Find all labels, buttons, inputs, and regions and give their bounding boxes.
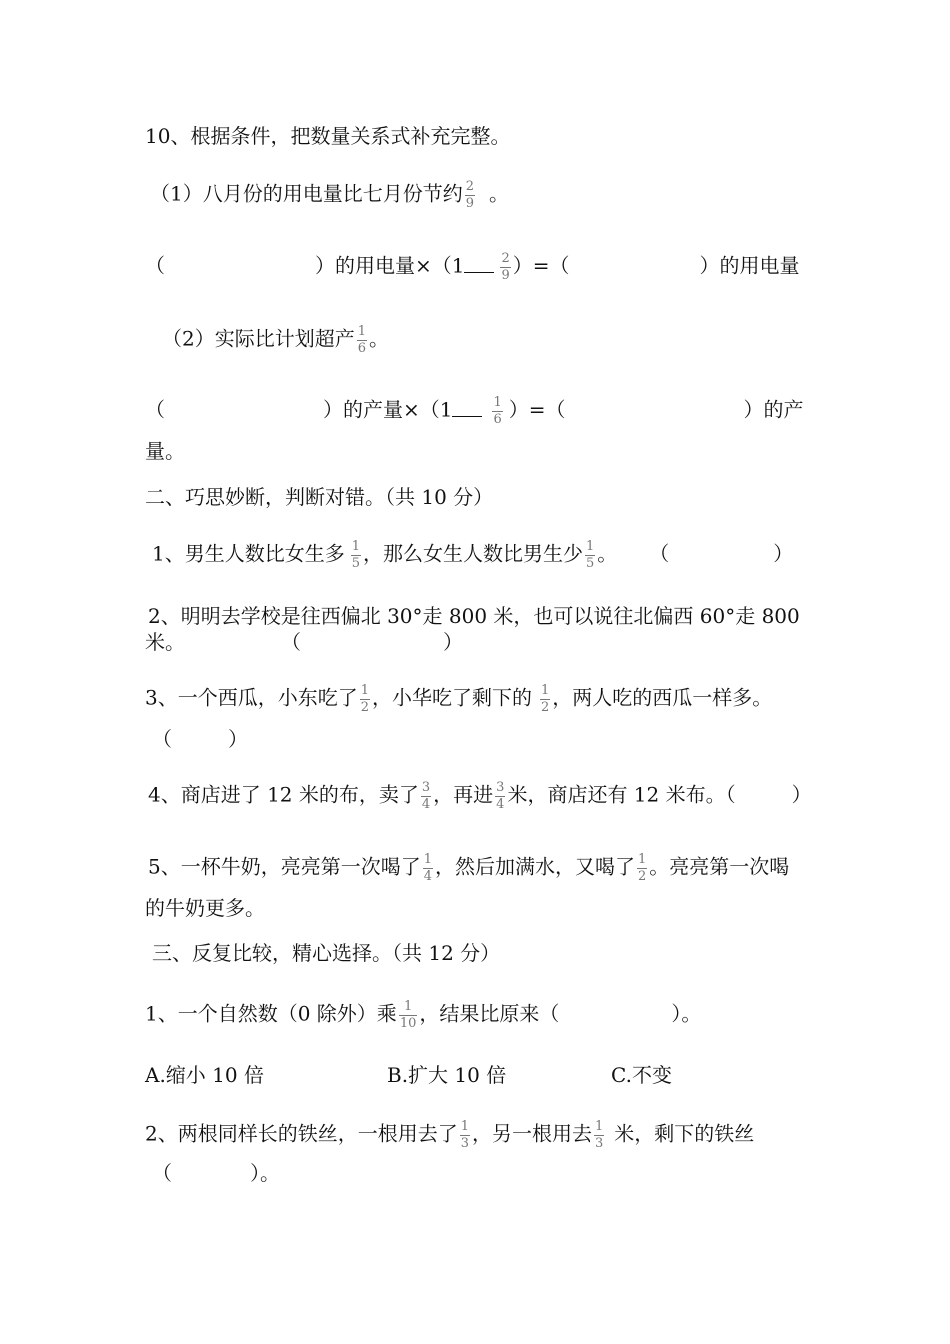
s2-question-1: 1、男生人数比女生多 $\frac{1}{5}$ ，那么女生人数比男生少 $\frac{1}{5}$ 。 （ ） [152,539,794,571]
section2-title: 二、巧思妙断，判断对错。（共 10 分） [145,485,494,509]
fraction: $\frac{1}{6}$ [357,324,367,356]
s2-question-3: 3、一个西瓜，小东吃了 $\frac{1}{2}$ ，小华吃了剩下的 $\frac{1}{2}$ ，两人吃的西瓜一样多。 [145,683,773,715]
s3-question-2-line2: （ ）。 [152,1161,280,1185]
option-c[interactable]: C.不变 [611,1063,672,1087]
fraction: $\frac{1}{3}$ [460,1119,470,1151]
fraction: $\frac{1}{5}$ [351,539,361,571]
fraction: $\frac{1}{10}$ [399,999,417,1031]
fraction: $\frac{2}{9}$ [501,251,510,283]
q10-part2-wrap: 量。 [145,439,185,463]
q10-part2: （2）实际比计划超产 $\frac{1}{6}$ 。 [162,324,390,356]
s2-question-3-line2: （ ） [152,727,248,751]
fraction: $\frac{1}{4}$ [423,852,433,884]
s3-question-2: 2、两根同样长的铁丝，一根用去了 $\frac{1}{3}$ ，另一根用去 $\frac{1}{3}$ 米，剩下的铁丝 [145,1119,755,1151]
s2-question-4: 4、商店进了 12 米的布，卖了 $\frac{3}{4}$ ，再进 $\frac{3}{4}$ 米，商店还有 12 米布。（ ） [148,780,812,812]
fraction: $\frac{3}{4}$ [496,780,505,812]
fraction: $\frac{2}{9}$ [465,179,475,211]
fraction: $\frac{1}{2}$ [360,683,370,715]
fraction: $\frac{3}{4}$ [421,780,431,812]
fraction: $\frac{1}{3}$ [595,1119,604,1151]
fraction: $\frac{1}{6}$ [493,395,502,427]
s2-question-5-line2: 的牛奶更多。 [145,896,265,920]
operator-blank[interactable] [452,398,482,417]
fraction: $\frac{1}{5}$ [586,539,595,571]
option-b[interactable]: B.扩大 10 倍 [387,1063,507,1087]
s3-question-1-options [145,1062,672,1088]
s2-question-2: 2、明明去学校是往西偏北 30°走 800 米，也可以说往北偏西 60°走 800 [148,604,800,628]
section3-title: 三、反复比较，精心选择。（共 12 分） [152,941,501,965]
q10-part2-equation: （ ）的产量×（1 $\frac{1}{6}$ ）=（ ）的产 [145,395,804,427]
operator-blank[interactable] [464,254,494,273]
s2-question-5: 5、一杯牛奶，亮亮第一次喝了 $\frac{1}{4}$ ，然后加满水，又喝了 $\frac{1}{2}$ 。亮亮第一次喝 [148,852,790,884]
fraction: $\frac{1}{2}$ [638,852,647,884]
option-a[interactable]: A.缩小 10 倍 [145,1063,264,1087]
s2-question-2-line2: 米。 （ ） [145,630,463,654]
fraction: $\frac{1}{2}$ [541,683,550,715]
q10-title: 10、根据条件，把数量关系式补充完整。 [145,124,511,148]
q10-part1-equation: （ ）的用电量×（1 $\frac{2}{9}$ ）=（ ）的用电量 [145,251,800,283]
q10-part1: （1）八月份的用电量比七月份节约 $\frac{2}{9}$ 。 [150,179,510,211]
s3-question-1: 1、一个自然数（0 除外）乘 $\frac{1}{10}$ ，结果比原来（ ）。 [145,999,702,1031]
